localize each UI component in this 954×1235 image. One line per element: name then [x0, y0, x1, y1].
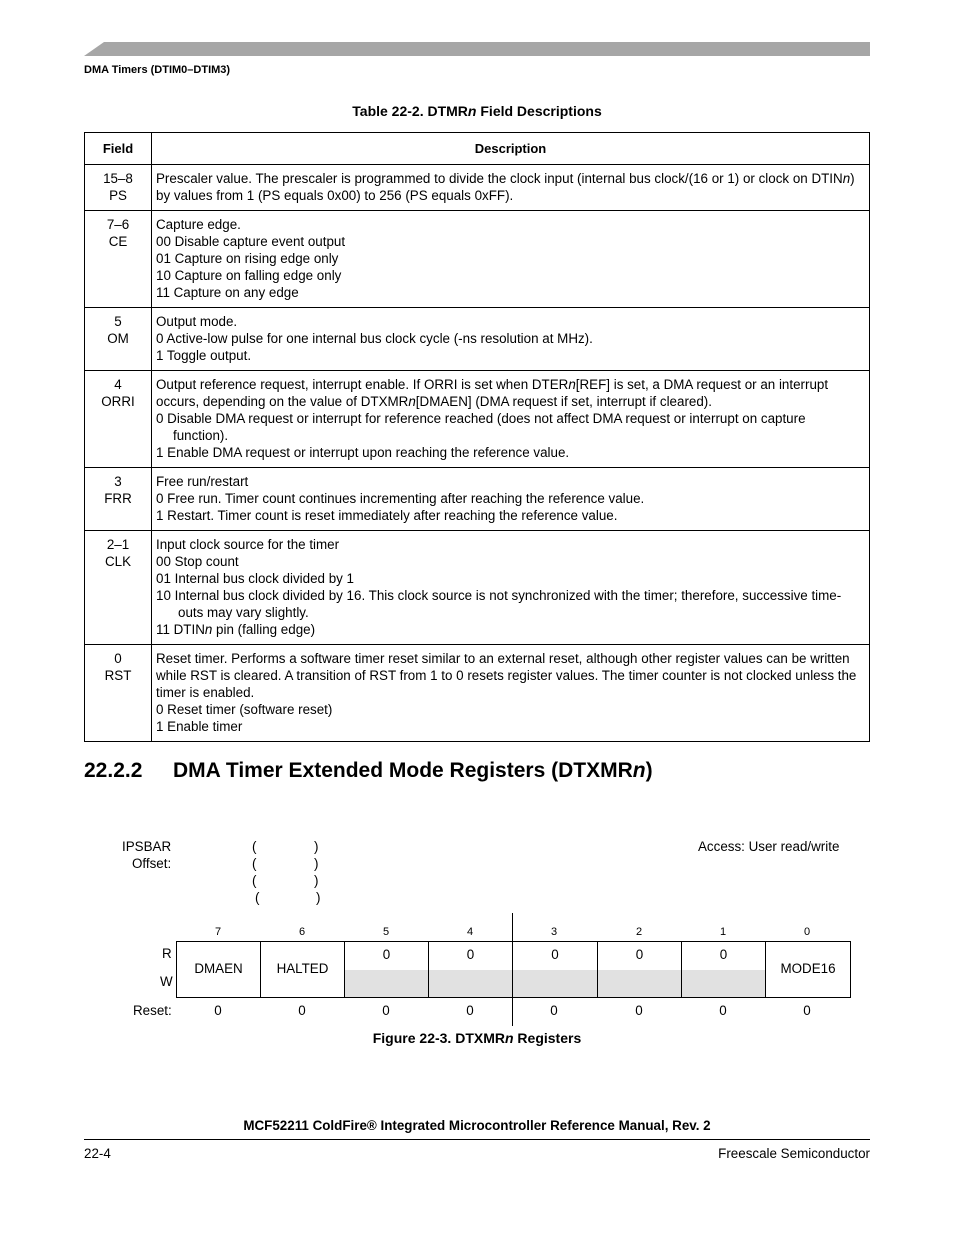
table-row — [85, 371, 870, 468]
description-cell: Reset timer. Performs a software timer reset similar to an external reset, although other register values can be written while RST is cleared. A transition of RST from 1 to 0 resets register values. The timer counter is not clocked unless the timer is enabled. 0 Reset timer (software reset) 1 Enable timer — [152, 645, 870, 742]
open-paren: ( — [252, 856, 257, 871]
description-cell: Prescaler value. The prescaler is programmed to divide the clock input (internal bus clock/(16 or 1) or clock on DTINn) by values from 1 (PS equals 0x00) to 256 (PS equals 0xFF). — [152, 165, 870, 211]
reset-value: 0 — [550, 1003, 558, 1018]
table-header-row — [85, 133, 870, 165]
description-cell: Output reference request, interrupt enable. If ORRI is set when DTERn[REF] is set, a DMA request or an interrupt occurs, depending on the value of DTXMRn[DMAEN] (DMA request if set, interrupt if cleared). 0 Disable DMA request or interrupt for reference reached (does not affect DMA request or interrupt on capture function). 1 Enable DMA request or interrupt upon reaching the reference value. — [152, 371, 870, 468]
open-paren: ( — [252, 873, 257, 888]
description-cell: Input clock source for the timer 00 Stop count 01 Internal bus clock divided by 1 10 Internal bus clock divided by 16. This clock source is not synchronized with the timer; therefore, successive time-outs may vary slightly. 11 DTINn pin (falling edge) — [152, 531, 870, 645]
reset-value: 0 — [466, 1003, 474, 1018]
reset-value: 0 — [214, 1003, 222, 1018]
close-paren: ) — [314, 873, 319, 888]
reset-value: 0 — [803, 1003, 811, 1018]
close-paren: ) — [314, 856, 319, 871]
write-label: W — [160, 974, 173, 989]
figure-caption: Figure 22-3. DTXMRn Registers — [372, 1030, 582, 1046]
bit-number: 5 — [382, 926, 390, 938]
publisher-name: Freescale Semiconductor — [718, 1146, 870, 1161]
description-cell: Free run/restart 0 Free run. Timer count continues incrementing after reaching the reference value. 1 Restart. Timer count is reset immediately after reaching the reference value. — [152, 468, 870, 531]
read-label: R — [162, 946, 172, 961]
reset-value: 0 — [635, 1003, 643, 1018]
bit-number: 6 — [298, 926, 306, 938]
reset-value: 0 — [298, 1003, 306, 1018]
table-caption: Table 22-2. DTMRn Field Descriptions — [352, 103, 602, 119]
bit-number: 2 — [635, 926, 643, 938]
table-row — [85, 211, 870, 308]
description-cell: Output mode. 0 Active-low pulse for one internal bus clock cycle (-ns resolution at MHz). 1 Toggle output. — [152, 308, 870, 371]
bit-number: 1 — [719, 926, 727, 938]
bit-number: 4 — [466, 926, 474, 938]
offset-label: Offset: — [132, 856, 172, 871]
table-row — [85, 531, 870, 645]
column-header-description: Description — [152, 133, 870, 165]
description-cell: Capture edge. 00 Disable capture event output 01 Capture on rising edge only 10 Capture on falling edge only 11 Capture on any edge — [152, 211, 870, 308]
close-paren: ) — [316, 890, 321, 905]
bit-field-reserved: 0 — [513, 942, 598, 997]
bit-number: 3 — [550, 926, 558, 938]
bit-field-mode16: MODE16 — [780, 961, 836, 976]
open-paren: ( — [252, 839, 257, 854]
field-cell: 2–1 CLK — [85, 531, 152, 645]
bit-field-reserved: 0 — [345, 942, 429, 997]
open-paren: ( — [255, 890, 260, 905]
field-cell: 4 ORRI — [85, 371, 152, 468]
bit-field-dmaen: DMAEN — [177, 942, 261, 997]
bit-field-reserved: 0 — [429, 942, 513, 997]
access-label: Access: User read/write — [698, 839, 840, 854]
table-row — [85, 165, 870, 211]
table-row — [85, 468, 870, 531]
column-header-field: Field — [85, 133, 152, 165]
bit-field-halted: HALTED — [261, 942, 345, 997]
bit-number: 0 — [803, 926, 811, 938]
table-row — [85, 645, 870, 742]
close-paren: ) — [314, 839, 319, 854]
ipsbar-label: IPSBAR — [122, 839, 172, 854]
field-cell: 7–6 CE — [85, 211, 152, 308]
section-heading: 22.2.2 DMA Timer Extended Mode Registers (DTXMRn) — [84, 759, 653, 782]
page-number: 22-4 — [84, 1146, 111, 1161]
field-descriptions-table — [84, 132, 870, 742]
reset-label: Reset: — [133, 1003, 172, 1018]
running-head: DMA Timers (DTIM0–DTIM3) — [84, 64, 231, 76]
table-row — [85, 308, 870, 371]
reset-value: 0 — [382, 1003, 390, 1018]
bit-field-reserved: 0 — [682, 942, 766, 997]
bit-number: 7 — [214, 926, 222, 938]
field-cell: 0 RST — [85, 645, 152, 742]
bit-field-reserved: 0 — [598, 942, 682, 997]
field-cell: 5 OM — [85, 308, 152, 371]
reset-value: 0 — [719, 1003, 727, 1018]
field-cell: 15–8 PS — [85, 165, 152, 211]
field-cell: 3 FRR — [85, 468, 152, 531]
header-banner — [84, 42, 870, 56]
footer-manual-title: MCF52211 ColdFire® Integrated Microcontroller Reference Manual, Rev. 2 — [243, 1118, 711, 1133]
register-diagram — [176, 941, 851, 998]
footer-rule — [84, 1139, 870, 1140]
